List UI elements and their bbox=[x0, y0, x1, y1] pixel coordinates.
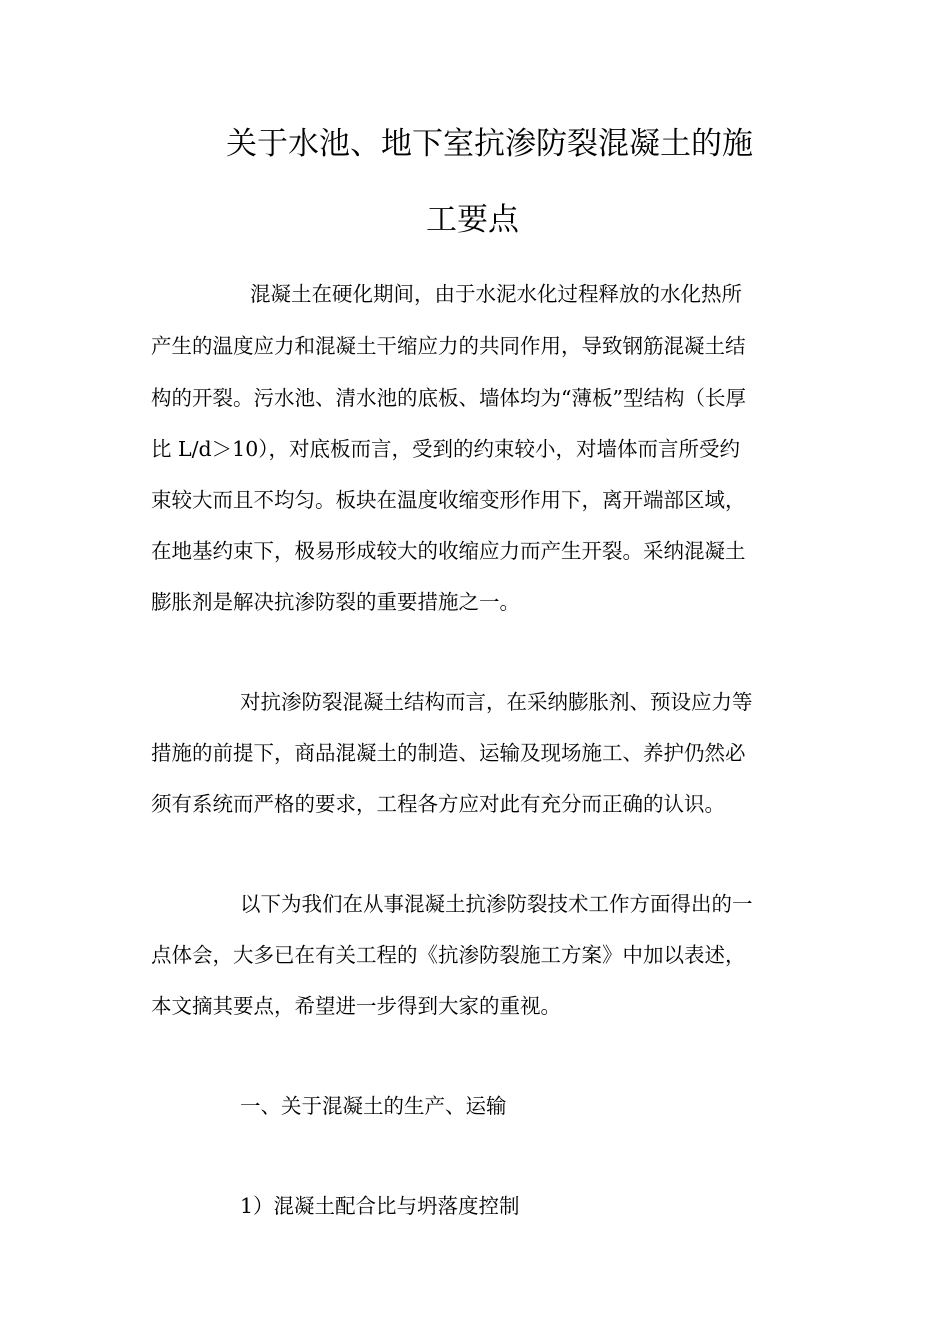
paragraph-2-line-1: 对抗渗防裂混凝土结构而言，在采纳膨胀剂、预设应力等 bbox=[240, 690, 753, 714]
subsection-heading: 1）混凝土配合比与坍落度控制 bbox=[240, 1194, 520, 1218]
paragraph-1-line-2: 产生的温度应力和混凝土干缩应力的共同作用，导致钢筋混凝土结 bbox=[151, 334, 746, 358]
paragraph-1-line-7: 膨胀剂是解决抗渗防裂的重要措施之一。 bbox=[151, 590, 520, 614]
paragraph-3-line-1: 以下为我们在从事混凝土抗渗防裂技术工作方面得出的一 bbox=[240, 892, 753, 916]
paragraph-3-line-2: 点体会，大多已在有关工程的《抗渗防裂施工方案》中加以表述， bbox=[151, 943, 746, 967]
paragraph-3-line-3: 本文摘其要点，希望进一步得到大家的重视。 bbox=[151, 994, 561, 1018]
document-title-line-2: 工要点 bbox=[426, 202, 519, 238]
paragraph-2-line-3: 须有系统而严格的要求，工程各方应对此有充分而正确的认识。 bbox=[151, 792, 725, 816]
paragraph-1-line-3: 构的开裂。污水池、清水池的底板、墙体均为“薄板”型结构（长厚 bbox=[151, 386, 746, 410]
paragraph-1-line-5: 束较大而且不均匀。板块在温度收缩变形作用下，离开端部区域， bbox=[151, 488, 746, 512]
section-heading: 一、关于混凝土的生产、运输 bbox=[240, 1094, 507, 1118]
paragraph-1-line-4: 比 L/d＞10），对底板而言，受到的约束较小，对墙体而言所受约 bbox=[151, 437, 740, 461]
paragraph-1-line-1: 混凝土在硬化期间，由于水泥水化过程释放的水化热所 bbox=[250, 282, 742, 306]
document-title-line-1: 关于水池、地下室抗渗防裂混凝土的施 bbox=[226, 126, 753, 162]
paragraph-2-line-2: 措施的前提下，商品混凝土的制造、运输及现场施工、养护仍然必 bbox=[151, 741, 746, 765]
paragraph-1-line-6: 在地基约束下，极易形成较大的收缩应力而产生开裂。采纳混凝土 bbox=[151, 539, 746, 563]
